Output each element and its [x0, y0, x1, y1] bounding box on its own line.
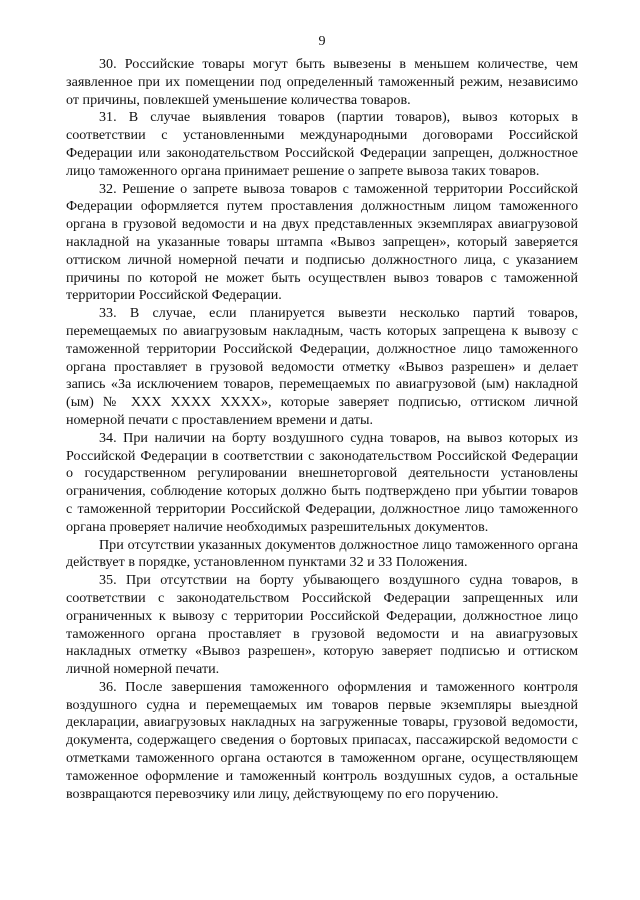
paragraph-30: 30. Российские товары могут быть вывезены в меньшем количестве, чем заявленное при их помещении под определенный таможенный режим, независимо от причины, повлекшей уменьшение количества товаров. — [66, 56, 578, 108]
paragraph-35: 35. При отсутствии на борту убывающего воздушного судна товаров, в соответствии с законодательством Российской Федерации запрещенных или ограниченных к вывозу с территории Российской Федерации, должностное лицо таможенного органа проставляет в грузовой ведомости и на авиагрузовых накладных отметку «Вывоз разрешен», которую заверяет подписью и оттиском личной номерной печати. — [66, 572, 578, 678]
paragraph-31: 31. В случае выявления товаров (партии товаров), вывоз которых в соответствии с установленными международными договорами Российской Федерации или законодательством Российской Федерации запрещен, должностное лицо таможенного органа принимает решение о запрете вывоза таких товаров. — [66, 109, 578, 179]
paragraph-36: 36. После завершения таможенного оформления и таможенного контроля воздушного судна и перемещаемых им товаров первые экземпляры выездной декларации, авиагрузовых накладных на загруженные товары, грузовой ведомости, документа, содержащего сведения о бортовых припасах, пассажирской ведомости с отметками таможенного органа остаются в таможенном органе, осуществляющем таможенное оформление и таможенный контроль воздушных судов, а остальные возвращаются перевозчику или лицу, действующему по его поручению. — [66, 678, 578, 802]
document-page — [66, 0, 578, 803]
page-number: 9 — [318, 33, 326, 49]
paragraph-34-continuation: При отсутствии указанных документов должностное лицо таможенного органа действует в порядке, установленном пунктами 32 и 33 Положения. — [66, 536, 578, 571]
paragraph-32: 32. Решение о запрете вывоза товаров с таможенной территории Российской Федерации оформляется путем проставления должностным лицом таможенного органа в грузовой ведомости и на двух представленных экземплярах авиагрузовой накладной на указанные товары штампа «Вывоз запрещен», который заверяется оттиском личной номерной печати и подписью должностного лица, с указанием причины по которой не может быть осуществлен вывоз товаров с таможенной территории Российской Федерации. — [66, 180, 578, 304]
paragraph-33: 33. В случае, если планируется вывезти несколько партий товаров, перемещаемых по авиагрузовым накладным, часть которых запрещена к вывозу с таможенной территории Российской Федерации, должностное лицо таможенного органа проставляет в грузовой ведомости отметку «Вывоз разрешен» и делает запись «За исключением товаров, перемещаемых по авиагрузовой (ым) накладной (ым) № XXX XXXX XXXX», которые заверяет подписью, оттиском личной номерной печати с проставлением времени и даты. — [66, 305, 578, 428]
paragraph-34: 34. При наличии на борту воздушного судна товаров, на вывоз которых из Российской Федерации в соответствии с законодательством Российской Федерации о государственном регулировании внешнеторговой деятельности установлены ограничения, соблюдение которых должно быть подтверждено при убытии товаров с таможенной территории Российской Федерации, должностное лицо таможенного органа проверяет наличие необходимых разрешительных документов. — [66, 429, 578, 535]
